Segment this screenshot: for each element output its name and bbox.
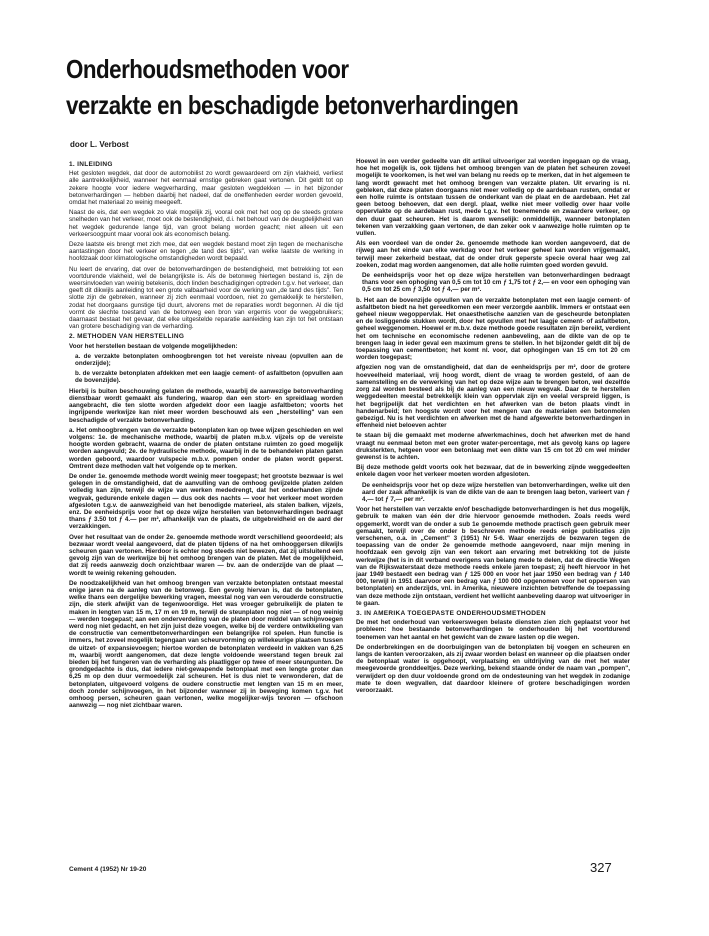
paragraph: Bij deze methode geldt voorts ook het bezwaar, dat de in bewerking zijnde weggedeelten enkele dagen voor het verkeer moeten worden afgesloten. xyxy=(356,464,630,479)
byline: door L. Verbost xyxy=(70,140,129,149)
page-number: 327 xyxy=(590,860,612,875)
paragraph: Voor het herstellen van verzakte en/of beschadigde betonverhardingen is het dus mogelijk, gebruik te maken van één der drie hiervoor genoemde methoden. Zoals reeds werd opgemerkt, wordt van de onder a sub 1e genoemde methode practisch geen gebruik meer gemaakt, terwijl over de onder b beschreven methode reeds enige publicaties zijn verschenen, o.a. in „Cement" 3 (1951) Nr 5-6. Waar enerzijds de bezwaren tegen de toepassing van de onder 2e genoemde methode aangevoerd, naar mijn mening in hoofdzaak een gevolg zijn van een tekort aan ervaring met betrekking tot de juiste werkwijze (het is in dit verband overigens van belang mede te delen, dat de directie Wegen van de Rijkswaterstaat deze methode reeds enkele jaren toepast; zij heeft hiervoor in het jaar 1949 bestaedt een bedrag van ƒ 125 000 en voor het jaar 1950 een bedrag van ƒ 140 000, terwijl in 1951 daarvoor een bedrag van ƒ 100 000 opgenomen voor het oppersen van betonplaten) en anderzijds, vnl. in Amerika, nieuwere inzichten betreffende de toepassing van deze methode zijn ontstaan, verdient het wellicht aanbeveling daarop wat uitvoeriger in te gaan. xyxy=(356,506,630,607)
list-item: a. de verzakte betonplaten omhoogbrengen tot het vereiste niveau (opvullen aan de onderzijde); xyxy=(75,352,343,368)
list-item: b. de verzakte betonplaten afdekken met een laagje cement- of asfaltbeton (opvullen aan de bovenzijde). xyxy=(75,370,343,385)
paragraph: b. Het aan de bovenzijde opvullen van de verzakte betonplaten met een laagje cement- of asfaltbeton biedt na het gereedkomen een meer verzorgde aanblik. Immers er ontstaat een geheel nieuw wegoppervlak. Het onaesthetische aanzien van de gescheurde betonplaten en de losliggende stukken wordt, door het opvullen met het laagje cement- of asfaltbeton, geheel weggenomen. Hoewel er m.b.v. deze methode goede resultaten zijn bereikt, verdient het om technische en economische redenen aanbeveling, aan de dikte van de op te brengen laag in ieder geval een maximum grens te stellen. In het bijzonder geldt dit bij de toepassing van cementbeton; het komt nl. voor, dat ophogingen van 15 cm tot 20 cm worden toegepast; xyxy=(356,296,630,362)
section-heading: 2. METHODEN VAN HERSTELLING xyxy=(69,333,185,341)
paragraph: Als een voordeel van de onder 2e. genoemde methode kan worden aangevoerd, dat de rijweg aan het einde van elke werkdag voor het verkeer geheel kan worden vrijgemaakt, terwijl meer zekerheid bestaat, dat de onder druk geperste specie overal haar weg zal zoeken, zodat mag worden aangenomen, dat alle holle ruimten goed worden gevuld. xyxy=(356,240,630,269)
section-heading: 3. IN AMERIKA TOEGEPASTE ONDERHOUDSMETHODEN xyxy=(356,609,546,617)
title-line-2: verzakte en beschadigde betonverhardingen xyxy=(66,90,519,120)
paragraph: Voor het herstellen bestaan de volgende mogelijkheden: xyxy=(69,342,238,350)
paragraph: Deze laatste eis brengt met zich mee, dat een wegdek bestand moet zijn tegen de mechanische aantastingen door het verkeer en tegen „de tand des tijds", van welke laatste de werking in hoofdzaak door klimatologische omstandigheden wordt bepaald. xyxy=(69,241,343,263)
paragraph: De met het onderhoud van verkeerswegen belaste diensten zien zich geplaatst voor het probleem: hoe bestaande betonverhardingen te onderhouden bij het voortdurend toenemen van het aantal en het gewicht van de zware lasten op die wegen. xyxy=(356,619,630,641)
paragraph: afgezien nog van de omstandigheid, dat dan de eenheidsprijs per m², door de grotere hoeveelheid materiaal, vrij hoog wordt, dient de vraag te worden gesteld, of aan de samenstelling en de verwerking van het op deze wijze aan te brengen beton, wel dezelfde zorg zal worden besteed als bij de aanleg van een nieuw wegvak. Daar de te herstellen weggedeelten meestal betrekkelijk klein van oppervlak zijn en veelal verspreid liggen, is het begrijpelijk dat het verdichten en het afwerken van de beton plaats vindt in handenarbeid; ten hoogste wordt voor het mengen van de materialen een betonmolen gebezigd. Nu is het verdichten en afwerken met de hand afgewerkte betonverhardingen in effenheid niet beloeven achter xyxy=(356,364,630,430)
paragraph: te staan bij die gemaakt met moderne afwerkmachines, doch het afwerken met de hand vraagt nu eenmaal beton met een groter water-percentage, met als gevolg kans op lagere druksterkten, hetgeen voor een betonlaag met een dikte van 15 cm tot 20 cm wel minder gewenst is te achten. xyxy=(356,432,630,461)
right-column xyxy=(356,158,630,864)
title-line-1: Onderhoudsmethoden voor xyxy=(66,54,349,84)
journal-reference: Cement 4 (1952) Nr 19-20 xyxy=(69,866,147,873)
paragraph: Over het resultaat van de onder 2e. genoemde methode wordt verschillend geoordeeld; als bezwaar wordt veelal aangevoerd, dat de platen tijdens of na het omhooggersen dikwijls scheuren gaan vertonen. Hierdoor is echter nog steeds niet bewezen, dat zij uitsluitend een gevolg zijn van de werkwijze bij het omhoog brengen van de platen. Met de mogelijkheid, dat zij reeds aanwezig doch onzichtbaar waren — bv. aan de onderzijde van de plaat — wordt te weinig rekening gehouden. xyxy=(69,533,343,577)
paragraph: De onderbrekingen en de doorbuigingen van de betonplaten bij voegen en scheuren en langs de kanten veroorzaken, als zij zwaar worden belast en wanneer op die plaatsen onder de betonplaat water is opgehoopt, verplaatsing en uitdrijving van de met het water meegevoerde gronddeeltjes. Deze werking, bekend staande onder de naam van „pompen", verwijdert op den duur voldoende grond om de ondesteuning van het wegdek in zodanige mate te doen wegvallen, dat daardoor kleinere of grotere beschadigingen worden veroorzaakt. xyxy=(356,643,630,695)
paragraph: De onder 1e. genoemde methode wordt weinig meer toegepast; het grootste bezwaar is wel gelegen in de omstandigheid, dat de aanvulling van de omhoog gevijzelde platen zelden volledig kan zijn, terwijl de wijze van werken mededrengt, dat het onderhanden zijnde wegvak, gedurende enkele dagen — dus ook des nachts — voor het verkeer moet worden afgesloten t.g.v. de aanwezigheid van het benodigde materieel, als stalen balken, vijzels, enz. De eenheidsprijs voor het op deze wijze herstellen van betonverhardingen bedraagt thans ƒ 3.50 tot ƒ 4.— per m², afhankelijk van de plaats, de uitgebreidheid en de aard der verzakkingen. xyxy=(69,472,343,531)
price-note: De eenheidsprijs voor het op deze wijze herstellen van betonverhardingen, welke uit den aard der zaak afhankelijk is van de dikte van de aan te brengen laag beton, varieert van ƒ 4,— tot ƒ 7,— per m². xyxy=(362,481,630,503)
paragraph: De noodzakelijkheid van het omhoog brengen van verzakte betonplaten ontstaat meestal enige jaren na de aanleg van de betonweg. Een gevolg hiervan is, dat de betonplaten, welke thans een dergelijke bewerking vragen, meestal nog van een verouderde constructie zijn, die sterk afwijkt van de tegenwoordige. Het was vroeger gebruikelijk de platen te maken in lengten van 15 m, 17 m en 19 m, terwijl de steunplaten nog niet — of nog weinig — werden toegepast; aan een onderverdeling van de platen door middel van schijnvoegen werd nog niet gedacht, en het zijn juist deze voegen, welke bij de verdere ontwikkeling van de constructie van cementbetonverhardingen een belangrijke rol spelen. Hun functie is immers, het zoveel mogelijk tegengaan van scheurvorming op willekeurige plaatsen tussen de uitzet- of expansievoegen; hiertoe worden de betonplaten verdeeld in vakken van 6,25 m, waarbij wordt aangenomen, dat deze lengte voldoende weerstand tegen breuk zal bieden bij het fungeren van de verharding als plaatligger op twee of meer steunpunten. De grondgedachte is dus, dat iedere niet-gewapende betonplaat met een lengte groter dan 6,25 m op den duur vermoedelijk zal scheuren. Het is dus niet te verwonderen, dat de betonplaten, uitgevoerd volgens de oudere constructie met lengten van 15 m en meer, doch zonder schijnvoegen, in het bijzonder wanneer zij in beweging komen t.g.v. het omhoog persen, scheuren gaan vertonen, welke mogelijker-wijs tevoren — ofschoon aanwezig — nog niet zichtbaar waren. xyxy=(69,579,343,710)
paragraph: Hoewel in een verder gedeelte van dit artikel uitvoeriger zal worden ingegaan op de vraag, hoe het mogelijk is, ook tijdens het omhoog brengen van de platen het scheuren zoveel mogelijk te voorkomen, is het wel van belang nu reeds op te merken, dat in het algemeen te lang wordt gewacht met het omhoog brengen van verzakte platen. Uit ervaring is nl. gebleken, dat deze platen doorgaans niet meer volledig op de aardebaan rusten, omdat er een holle ruimte is ontstaan tussen de onderkant van de plaat en de aardebaan. Het zal geen betoog behoeven, dat een dergl. plaat, welke niet meer volledig over haar volle oppervlakte op de aardebaan rust, mede t.g.v. het toenemende en zwaardere verkeer, op den duur gaat scheuren. Het is daarom wenselijk: onmiddellijk, wanneer betonplaten tekenen van verzakking gaan vertonen, de dan zeker ook v aanwezige holle ruimten op te vullen. xyxy=(356,158,630,238)
paragraph: Nu leert de ervaring, dat over de betonverhardingen de bestendigheid, met betrekking tot een voortdurende vlakheid, wel de belangrijkste is. Als de betonweg hiertegen bestand is, zijn de weersinvloeden van weinig betekenis, doch linden beschadigingen optreden t.g.v. het verkeer, dan geeft dit dikwijls aanleiding tot een grote valbaarheid voor de werking van „de tand des tijds". Ten slotte zijn de gebreken, wanneer zij zich eenmaal voordoen, niet zo gemakkelijk te herstellen, zodat het doorgaans gunstige tijd duurt, alvorens met de reparaties wordt begonnen. Al die tijd vormt de slechte toestand van de betonweg een bron van ergernis voor de weggebruikers; daarnaast bestaat het gevaar, dat elke uitgestelde reparatie aanleiding kan zijn tot het ontstaan van grotere beschadiging van de verharding. xyxy=(69,265,343,331)
price-note: De eenheidsprijs voor het op deze wijze herstellen van betonverhardingen bedraagt thans voor een ophoging van 0,5 cm tot 10 cm ƒ 1,75 tot ƒ 2,— en voor een ophoging van 0,5 cm tot 25 cm ƒ 3,50 tot ƒ 4,— per m². xyxy=(362,272,630,294)
paragraph: Het gesloten wegdek, dat door de automobilist zo wordt gewaardeerd om zijn vlakheid, verliest alle aantrekkelijkheid, wanneer het eenmaal ernstige gebreken gaat vertonen. Dit geldt tot op zekere hoogte voor iedere wegverharding, maar gesloten wegdekken — in het bijzonder betonverhardingen — hebben daarbij het nadeel, dat de oneffenheden eerder worden gevoeld, omdat het materiaal zo weinig meegeeft. xyxy=(69,170,343,207)
paragraph: a. Het omhoogbrengen van de verzakte betonplaten kan op twee wijzen geschieden en wel volgens: 1e. de mechanische methode, waarbij de platen m.b.v. vijzels op de vereiste hoogte worden gebracht, waarna de onder de platen ontstane ruimten zo goed mogelijk worden aangevuld; 2e. de hydraulische methode, waarbij in de te behandelen platen gaten worden geboord, waardoor vulspecie m.b.v. pompen onder de platen wordt geperst. Omtrent deze methoden valt het volgende op te merken. xyxy=(69,426,343,470)
paragraph: Naast de eis, dat een wegdek zo vlak mogelijk zij, vooral ook met het oog op de steeds grotere snelheden van het verkeer, moet ook de bestendigheid, d.i. het behoud van de deugdelijkheid van het wegdek gedurende lange tijd, van groot belang worden geacht; niet alleen uit een verkeersoogpunt maar vooral ook als economisch belang. xyxy=(69,209,343,238)
paragraph: Hierbij is buiten beschouwing gelaten de methode, waarbij de aanwezige betonverharding dienstbaar wordt gemaakt als fundering, waarop dan een stort- en spreidlaag worden aangebracht, die ten slotte worden afgedekt door een laagje asfaltbeton; voorts het ingrijpende werkwijze kan niet meer worden beschouwd als een „herstelling" van een beschadigde of verzakte betonverharding. xyxy=(69,387,343,424)
left-column xyxy=(69,158,343,864)
section-heading: 1. INLEIDING xyxy=(69,161,113,168)
